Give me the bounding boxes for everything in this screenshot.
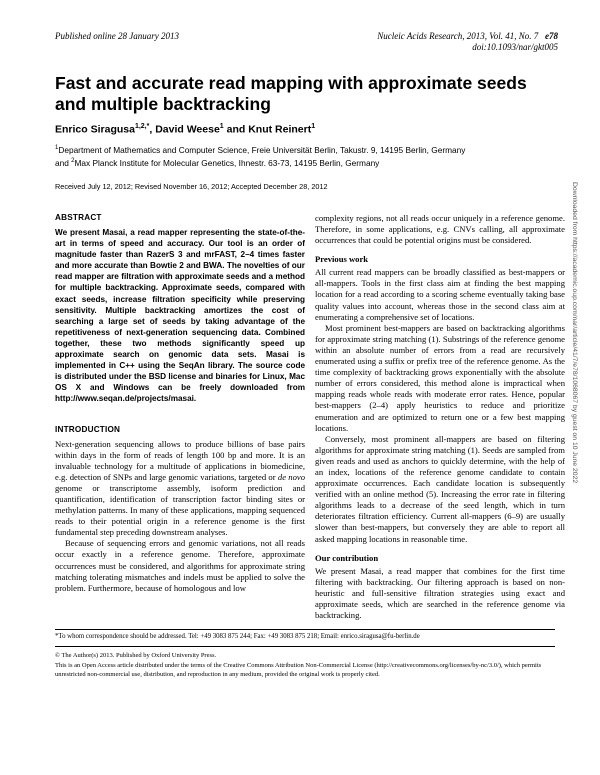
author-name: Enrico Siragusa xyxy=(55,123,135,136)
download-watermark: Downloaded from https://academic.oup.com/nar/article/41/7/e78/1068067 by guest on 10 June 2022 xyxy=(571,182,578,484)
journal-citation: Nucleic Acids Research, 2013, Vol. 41, No. 7 xyxy=(377,31,539,41)
submission-dates: Received July 12, 2012; Revised November 16, 2012; Accepted December 28, 2012 xyxy=(55,182,328,191)
published-date: Published online 28 January 2013 xyxy=(55,31,179,41)
author-name: David Weese xyxy=(155,123,220,136)
footnote-divider xyxy=(55,629,555,630)
author-list: Enrico Siragusa$^{1,2,*}$, David Weese$^1$ and Knut Reinert$^1$ xyxy=(55,123,316,136)
journal-header xyxy=(377,31,558,53)
paper-title: Fast and accurate read mapping with approximate seeds and multiple backtracking xyxy=(55,73,527,114)
body-paragraph: Most prominent best-mappers are based on backtracking algorithms for approximate string matching (1). Substrings of the reference genome within an absolute number of errors from a read are recursively enumerated using a suffix or prefix tree of the reference genome. As the time complexity of backtracking grows exponentially with the absolute number of errors considered, this method alone is impractical when mapping reads whole reads with moderate error rates. Hence, popular best-mappers (2–4) apply heuristics to reduce and prioritize enumeration and are optimized to return one or a few best mapping locations. xyxy=(315,322,565,433)
doi: doi:10.1093/nar/gkt005 xyxy=(472,42,558,52)
copyright-notice: © The Author(s) 2013. Published by Oxford University Press. This is an Open Access article distributed under the terms of the Creative Commons Attribution Non-Commercial License (http://creativecommons.org/licenses/by-nc/3.0/), which permits unrestricted non-commercial use, distribution, and reproduction in any medium, provided the original work is properly cited. xyxy=(55,652,542,678)
footnote-divider xyxy=(55,646,555,647)
article-number: e78 xyxy=(545,31,558,41)
author-name: Knut Reinert xyxy=(248,123,312,136)
affiliations: $^1$Department of Mathematics and Computer Science, Freie Universität Berlin, Takustr. 9, 14195 Berlin, Germany and $^2$Max Planck Institute for Molecular Genetics, Ihnestr. 63-73, 14195 Berlin, Germany xyxy=(55,144,466,168)
left-column xyxy=(55,213,305,594)
contribution-heading: Our contribution xyxy=(315,552,379,563)
author-sup: 1,2,* xyxy=(134,123,150,130)
intro-paragraph: Next-generation sequencing allows to produce billions of base pairs within days in the form of reads of length 100 bp and more. It is an invaluable technology for a multitude of applications in biomedicine, e.g. detection of SNPs and large genomic variations, targeted or de novo genome or transcriptome assembly, isoform prediction and quantification, identification of transcription factor binding sites or methylation patterns. In many of these applications, mapping sequenced reads to their potential origin in a reference genome is the first fundamental step preceding downstream analyses. xyxy=(55,438,306,538)
body-paragraph: All current read mappers can be broadly classified as best-mappers or all-mappers. Tools in the first class aim at finding the best mapping location for a read according to a scoring scheme eventually taking base quality values into account, whereas those in the second class aim at enumerating a comprehensive set of locations. xyxy=(315,267,565,322)
author-sup: 1 xyxy=(219,123,224,130)
right-column xyxy=(315,213,565,621)
intro-paragraph: Because of sequencing errors and genomic variations, not all reads occur exactly in a reference genome. Therefore, approximate occurrences must be considered, and algorithms for approximate string matching tolerating mismatches and indels must be applied to solve the problem. Furthermore, because of homologous and low xyxy=(55,538,305,593)
abstract-text: We present Masai, a read mapper representing the state-of-the-art in terms of speed and accuracy. Our tool is an order of magnitude faster than RazerS 3 and mrFAST, 2–4 times faster and more accurate than Bowtie 2 and BWA. The novelties of our read mapper are filtration with approximate seeds and a method for multiple backtracking. Approximate seeds, compared with exact seeds, increase filtration specificity while preserving sensitivity. Multiple backtracking amortizes the cost of searching a large set of seeds by taking advantage of the repetitiveness of next-generation sequencing data. Combined together, these two methods significantly speed up approximate search on genomic data sets. Masai is implemented in C++ using the SeqAn library. The source code is distributed under the BSD license and binaries for Linux, Mac OS X and Windows can be freely downloaded from http://www.seqan.de/projects/masai. xyxy=(55,228,305,404)
correspondence-footnote: *To whom correspondence should be addressed. Tel: +49 3083 875 244; Fax: +49 3083 875 218; Email: enrico.siragusa@fu-berlin.de xyxy=(55,633,420,640)
introduction-heading: INTRODUCTION xyxy=(55,424,121,434)
body-paragraph: We present Masai, a read mapper that combines for the first time filtering with backtracking. Our filtering approach is based on non-heuristic and full-sensitive filtration strategies using exact and approximate seeds, which are searched in the reference genome via backtracking. xyxy=(315,565,565,620)
author-sup: 1 xyxy=(311,123,316,130)
previous-work-heading: Previous work xyxy=(315,254,369,265)
body-paragraph: Conversely, most prominent all-mappers are based on filtering algorithms for approximate string matching (1). Seeds are sampled from given reads and used as anchors to quickly determine, with the help of an index, locations of the reference genome candidate to contain approximate occurrences. Each candidate location is subsequently verified with an online method (5). Increasing the error rate in filtering algorithms leads to a decrease of the seed length, which in turn deteriorates filtration efficiency. Current all-mappers (6–9) are usually slower than best-mappers, but conversely they are able to report all asked mapping locations in reasonable time. xyxy=(315,433,565,544)
body-paragraph: complexity regions, not all reads occur uniquely in a reference genome. Therefore, in some applications, e.g. CNVs calling, all approximate occurrences that could be potential origins must be considered. xyxy=(315,213,565,246)
abstract-heading: ABSTRACT xyxy=(55,213,102,222)
